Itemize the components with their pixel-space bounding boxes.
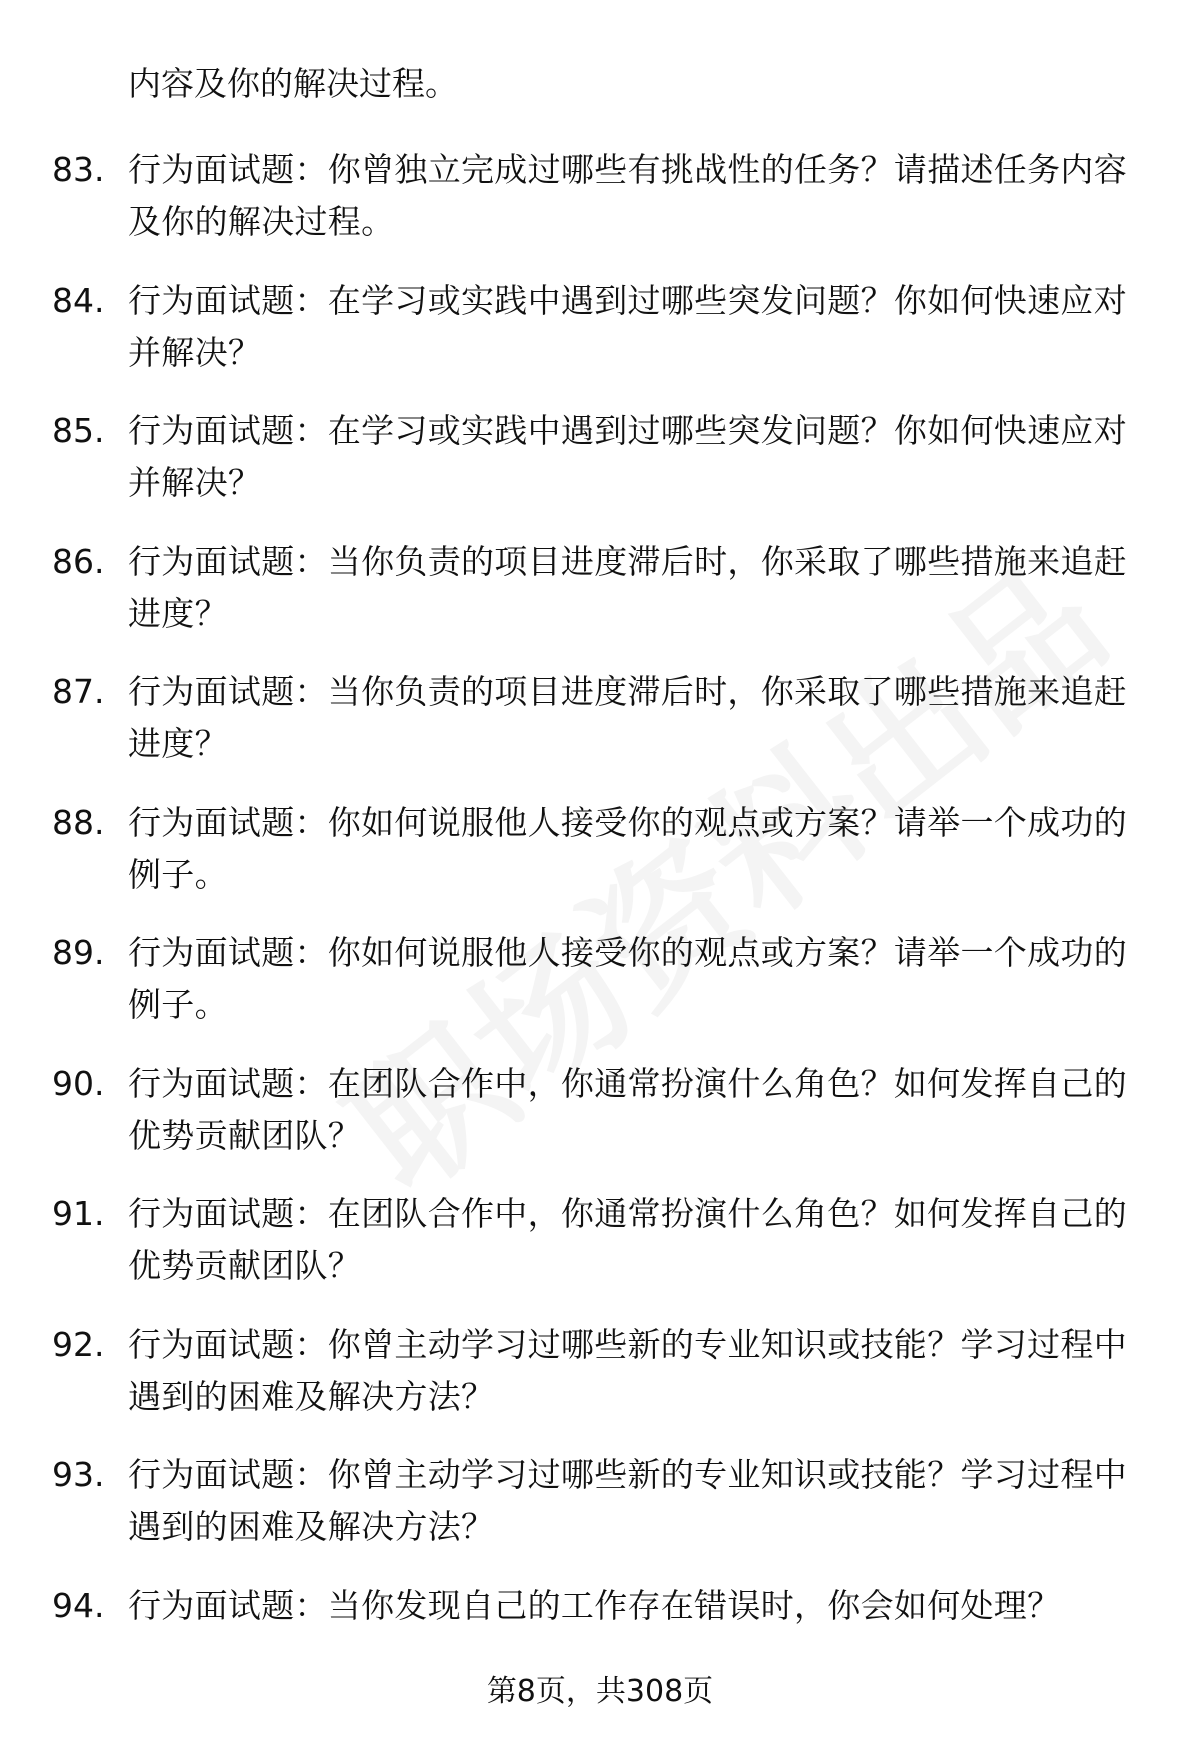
- list-item: [0, 1188, 1200, 1319]
- item-number: 86.: [52, 541, 105, 581]
- item-number: 93.: [52, 1455, 105, 1494]
- item-number: 88.: [52, 802, 105, 842]
- item-text: 行为面试题：在学习或实践中遇到过哪些突发问题？你如何快速应对并解决？: [128, 280, 1127, 372]
- list-item: [0, 927, 1200, 1058]
- list-item: [0, 1449, 1200, 1580]
- item-number: 92.: [52, 1324, 105, 1364]
- list-item: [0, 405, 1200, 536]
- question-list: [0, 144, 1200, 1710]
- item-text: 行为面试题：你如何说服他人接受你的观点或方案？请举一个成功的例子。: [128, 802, 1127, 894]
- item-text: 行为面试题：当你发现自己的工作存在错误时，你会如何处理？: [128, 1585, 1061, 1625]
- item-number: 84.: [52, 280, 105, 320]
- list-item: [0, 797, 1200, 928]
- item-number: 87.: [52, 672, 105, 711]
- item-number: 94.: [52, 1585, 105, 1625]
- item-number: 83.: [52, 150, 105, 189]
- item-text: 行为面试题：你曾主动学习过哪些新的专业知识或技能？学习过程中遇到的困难及解决方法？: [128, 1324, 1127, 1416]
- list-item: [0, 1058, 1200, 1189]
- continuation-text: 内容及你的解决过程。: [128, 64, 458, 103]
- item-text: 行为面试题：当你负责的项目进度滞后时，你采取了哪些措施来追赶进度？: [128, 672, 1127, 763]
- page-footer: 第8页，共308页: [486, 1674, 714, 1709]
- item-number: 90.: [52, 1063, 105, 1103]
- item-number: 85.: [52, 411, 105, 450]
- item-number: 89.: [52, 933, 105, 972]
- item-text: 行为面试题：当你负责的项目进度滞后时，你采取了哪些措施来追赶进度？: [128, 541, 1127, 633]
- item-number: 91.: [52, 1194, 105, 1233]
- item-text: 行为面试题：在学习或实践中遇到过哪些突发问题？你如何快速应对并解决？: [128, 411, 1127, 502]
- item-text: 行为面试题：你曾独立完成过哪些有挑战性的任务？请描述任务内容及你的解决过程。: [128, 150, 1127, 241]
- list-item: [0, 1319, 1200, 1450]
- item-text: 行为面试题：你曾主动学习过哪些新的专业知识或技能？学习过程中遇到的困难及解决方法？: [128, 1455, 1127, 1546]
- list-item: [0, 144, 1200, 275]
- item-text: 行为面试题：你如何说服他人接受你的观点或方案？请举一个成功的例子。: [128, 933, 1127, 1024]
- list-item: [0, 666, 1200, 797]
- item-text: 行为面试题：在团队合作中，你通常扮演什么角色？如何发挥自己的优势贡献团队？: [128, 1063, 1127, 1155]
- item-text: 行为面试题：在团队合作中，你通常扮演什么角色？如何发挥自己的优势贡献团队？: [128, 1194, 1127, 1285]
- list-item: [0, 536, 1200, 667]
- list-item: [0, 275, 1200, 406]
